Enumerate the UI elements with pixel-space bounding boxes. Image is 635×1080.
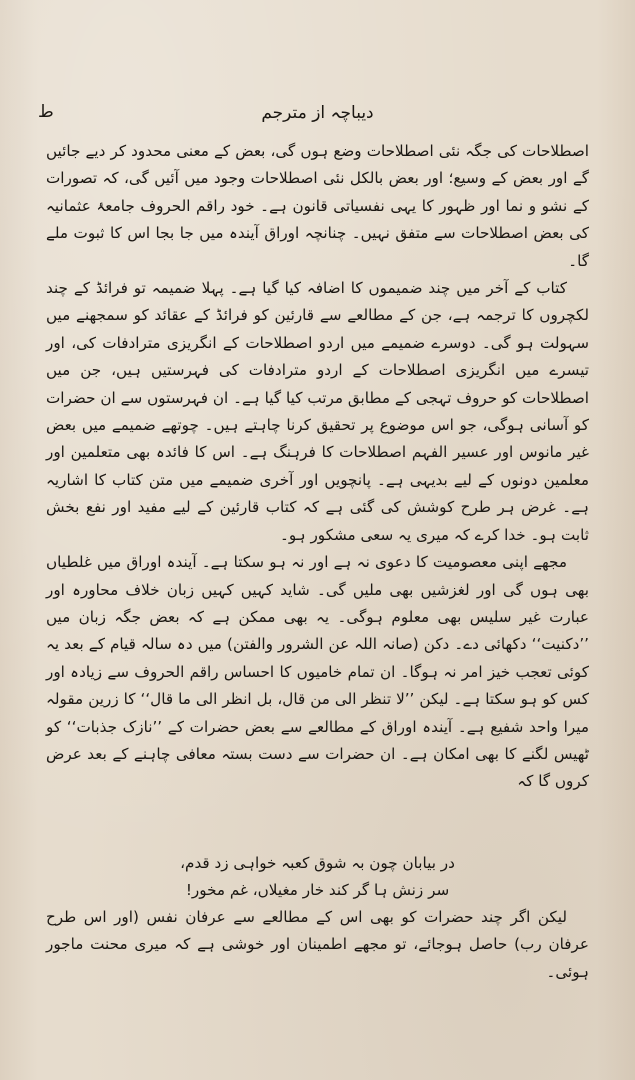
page-header bbox=[30, 102, 605, 128]
body-text bbox=[46, 138, 589, 796]
paragraph-1: اصطلاحات کی جگہ نئی اصطلاحات وضع ہوں گی، بعض کے معنی محدود کر دیے جائیں گے اور بعض کے وسیع؛ اور بعض بالکل نئی اصطلاحات وجود میں آئیں گی، کہ تصورات کے نشو و نما اور ظہور کا یہی نفسیاتی قانون ہے۔ خود راقم الحروف جامعۂ عثمانیہ کی بعض اصطلاحات سے متفق نہیں۔ چنانچہ اوراق آیندہ میں جا بجا اس کا ثبوت ملے گا۔ bbox=[46, 142, 589, 270]
closing-paragraph bbox=[46, 904, 589, 986]
paragraph-3: مجھے اپنی معصومیت کا دعوی نہ ہے اور نہ ہو سکتا ہے۔ آیندہ اوراق میں غلطیاں بھی ہوں گی اور لغزشیں بھی ملیں گی۔ شاید کہیں کہیں زبان خلاف محاورہ اور عبارت غیر سلیس بھی معلوم ہوگی۔ یہ بھی ممکن ہے کہ بعض جگہ زبان میں ’’دکنیت‘‘ دکھائی دے۔ دکن (صانہ اللہ عن الشرور والفتن) میں دہ سالہ قیام کے بعد یہ کوئی تعجب خیز امر نہ ہوگا۔ ان تمام خامیوں کا احساس راقم الحروف سے زیادہ اور کس کو ہو سکتا ہے۔ لیکن ’’لا تنظر الی من قال، بل انظر الی ما قال‘‘ کا زرین مقولہ میرا واحد شفیع ہے۔ آیندہ اوراق کے مطالعے سے بعض حضرات کے ’’نازک جذبات‘‘ کو ٹھیس لگنے کا بھی امکان ہے۔ ان حضرات سے دست بستہ معافی چاہنے کے بعد عرض کروں گا کہ bbox=[46, 553, 589, 791]
page-number: ط bbox=[38, 102, 54, 122]
closing-text: لیکن اگر چند حضرات کو بھی اس کے مطالعے سے عرفان نفس (اور اس طرح عرفان رب) حاصل ہوجائے، تو مجھے اطمینان اور خوشی ہے کہ میری محنت ماجور ہوئی۔ bbox=[46, 908, 589, 981]
verse-line-1: در بیابان چون بہ شوق کعبہ خواہی زد قدم، bbox=[180, 854, 455, 872]
running-title: دیباچہ از مترجم bbox=[261, 103, 374, 123]
paragraph-2: کتاب کے آخر میں چند ضمیموں کا اضافہ کیا گیا ہے۔ پہلا ضمیمہ تو فرائڈ کے چند لکچروں کا ترجمہ ہے، جن کے مطالعے سے قارئین کو فرائڈ کے عقائد کو سمجھنے میں سہولت ہو گی۔ دوسرے ضمیمے میں اردو اصطلاحات کے انگریزی مترادفات کی، اور تیسرے میں انگریزی اصطلاحات کے اردو مترادفات کی فہرستیں ہیں، جن میں اصطلاحات کو حروف تہجی کے مطابق مرتب کیا گیا ہے۔ ان فہرستوں سے ان حضرات کو آسانی ہوگی، جو اس موضوع پر تحقیق کرنا چاہتے ہیں۔ چوتھے ضمیمے میں بعض غیر مانوس اور عسیر الفہم اصطلاحات کا فرہنگ ہے۔ اس کا فائدہ بھی متعلمین اور معلمین دونوں کے لیے بدیہی ہے۔ پانچویں اور آخری ضمیمے میں متن کتاب کا اشاریہ ہے۔ غرض ہر طرح کوشش کی گئی ہے کہ کتاب قارئین کے لیے مفید اور نفع بخش ثابت ہو۔ خدا کرے کہ میری یہ سعی مشکور ہو۔ bbox=[46, 279, 589, 544]
verse-line-2: سر زنش ہا گر کند خار مغیلاں، غم مخور! bbox=[185, 881, 450, 899]
